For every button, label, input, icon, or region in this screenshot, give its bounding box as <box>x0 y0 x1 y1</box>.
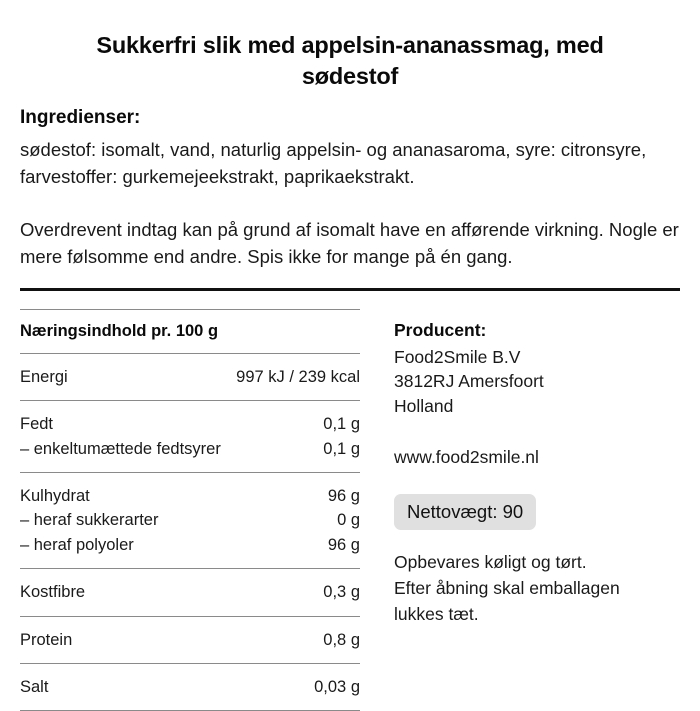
nutrient-value: 0,3 g <box>323 583 360 602</box>
nutrient-value: 0,8 g <box>323 630 360 649</box>
nutrition-group-fibre <box>20 569 360 616</box>
nutrition-group-energy <box>20 353 360 400</box>
nutrition-column <box>20 309 360 711</box>
nutrition-row <box>20 365 360 389</box>
nutrient-label: – heraf sukkerarter <box>20 511 159 530</box>
nutrient-label: Protein <box>20 630 73 649</box>
nutrition-table-header-row <box>20 309 360 353</box>
nutrient-label: – enkeltumættede fedtsyrer <box>20 439 221 458</box>
nutrient-label: Kostfibre <box>20 583 86 602</box>
producer-heading: Producent: <box>394 319 487 340</box>
table-row <box>20 664 360 711</box>
page-title: Sukkerfri slik med appelsin-ananassmag, med sødestof <box>96 32 604 90</box>
table-row <box>20 616 360 663</box>
nutrition-row <box>20 412 360 436</box>
nutrition-row <box>20 580 360 604</box>
ingredients-heading: Ingredienser: <box>20 107 141 129</box>
producer-address: 3812RJ Amersfoort <box>394 371 544 392</box>
lower-content-columns <box>0 309 700 711</box>
nutrition-row <box>20 508 360 532</box>
net-weight-badge: Nettovægt: 90 <box>394 494 536 530</box>
nutrition-table-body <box>20 353 360 711</box>
producer-website: www.food2smile.nl <box>394 447 539 468</box>
nutrient-value: 0 g <box>337 511 360 530</box>
section-divider <box>20 288 680 291</box>
producer-name: Food2Smile B.V <box>394 346 521 367</box>
nutrient-label: – heraf polyoler <box>20 535 134 554</box>
consumption-warning-text: Overdrevent indtag kan på grund af isomalt have en afførende virkning. Nogle er mere følsomme end andre. Spis ikke for mange på én gang. <box>20 218 679 267</box>
nutrient-value: 0,1 g <box>323 439 360 458</box>
ingredients-section <box>0 92 700 190</box>
producer-column <box>360 309 680 628</box>
nutrition-row <box>20 628 360 652</box>
nutrition-row <box>20 675 360 699</box>
nutrient-label: Energi <box>20 367 68 386</box>
nutrition-group-carbohydrate <box>20 473 360 569</box>
nutrient-value: 96 g <box>327 487 360 505</box>
ingredients-text: sødestof: isomalt, vand, naturlig appelsin- og ananasaroma, syre: citronsyre, farvestoffer: gurkemejeekstrakt, paprikaekstrakt. <box>20 138 647 187</box>
table-row <box>20 473 360 569</box>
nutrient-value: 997 kJ / 239 kcal <box>236 367 360 386</box>
nutrient-label: Fedt <box>20 415 54 434</box>
nutrition-group-fat <box>20 401 360 473</box>
nutrition-row <box>20 533 360 557</box>
nutrition-table <box>20 309 360 711</box>
nutrient-value: 0,03 g <box>314 678 360 697</box>
nutrient-value: 0,1 g <box>323 415 360 434</box>
nutrition-table-header: Næringsindhold pr. 100 g <box>20 309 360 353</box>
nutrient-value: 96 g <box>327 535 360 554</box>
table-row <box>20 401 360 473</box>
producer-country: Holland <box>394 396 454 417</box>
nutrition-group-protein <box>20 616 360 663</box>
nutrition-row <box>20 437 360 461</box>
nutrient-label: Kulhydrat <box>20 487 90 505</box>
table-row <box>20 569 360 616</box>
nutrition-group-salt <box>20 664 360 711</box>
table-row <box>20 353 360 400</box>
nutrition-row <box>20 484 360 508</box>
nutrient-label: Salt <box>20 678 49 697</box>
storage-instructions: Opbevares køligt og tørt. Efter åbning skal emballagen lukkes tæt. <box>394 552 620 625</box>
